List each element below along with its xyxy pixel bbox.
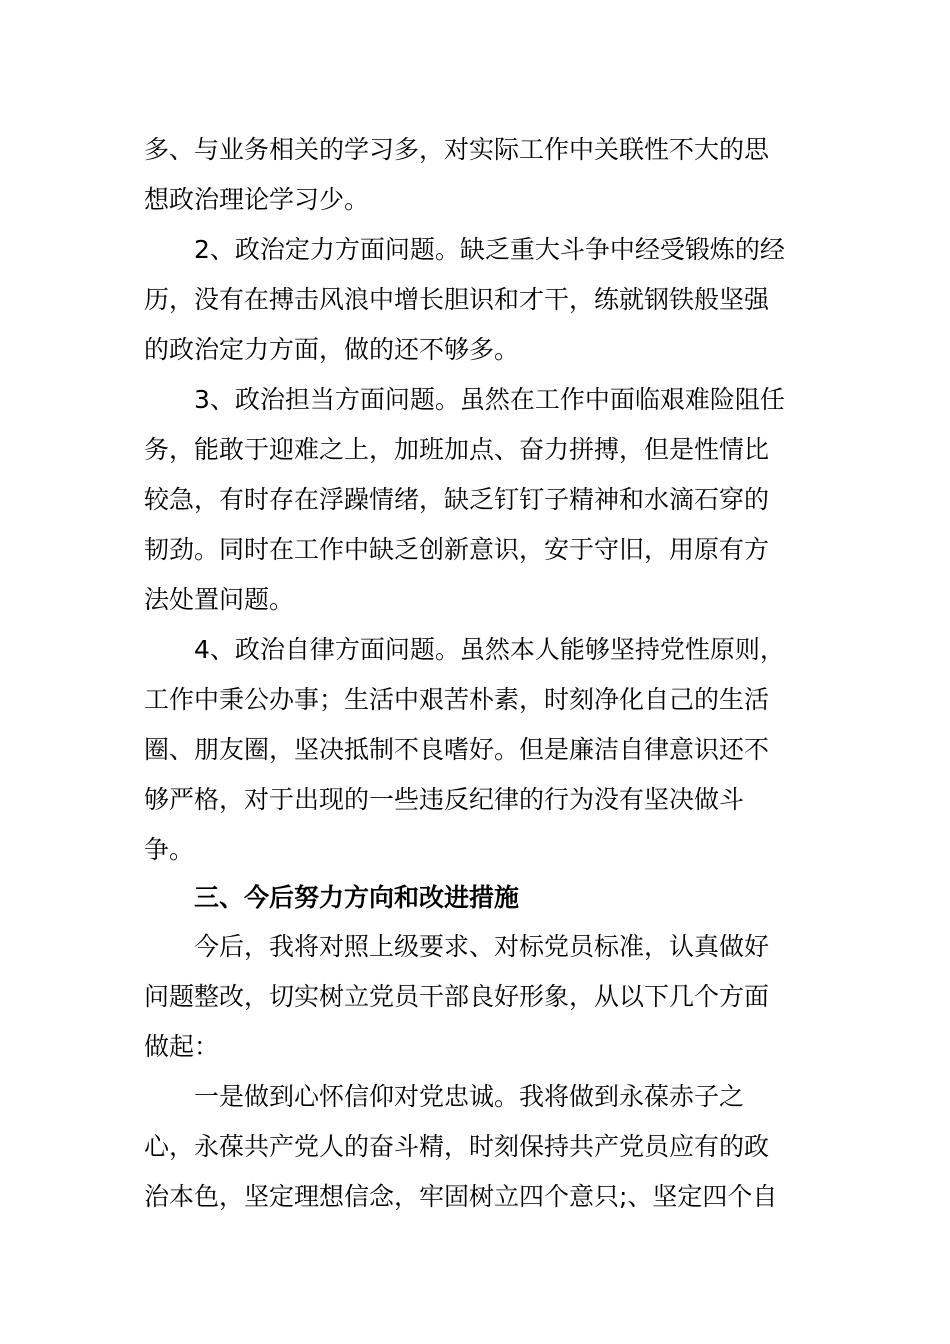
text-line: 韧劲。同时在工作中缺乏创新意识，安于守旧，用原有方 bbox=[144, 535, 770, 564]
text-line: 心，永葆共产党人的奋斗精，时刻保持共产党员应有的政 bbox=[144, 1132, 770, 1161]
text-line: 务，能敢于迎难之上，加班加点、奋力拼搏，但是性情比 bbox=[144, 435, 770, 464]
text-line: 较急，有时存在浮躁情绪，缺乏钉钉子精神和水滴石穿的 bbox=[144, 485, 770, 514]
paragraph-first-line: 今后，我将对照上级要求、对标党员标准，认真做好 bbox=[194, 932, 770, 961]
text-line: 圈、朋友圈，坚决抵制不良嗜好。但是廉洁自律意识还不 bbox=[144, 735, 770, 764]
text-line: 治本色，坚定理想信念，牢固树立四个意只;、坚定四个自 bbox=[144, 1182, 778, 1211]
text-line: 多、与业务相关的学习多，对实际工作中关联性不大的思 bbox=[144, 135, 770, 164]
paragraph-heading-line: 2、政治定力方面问题。缺乏重大斗争中经受锻炼的经 bbox=[194, 235, 785, 264]
text-line: 问题整改，切实树立党员干部良好形象，从以下几个方面 bbox=[144, 982, 770, 1011]
text-line: 历，没有在搏击风浪中增长胆识和才干，练就钢铁般坚强 bbox=[144, 285, 770, 314]
text-line: 法处置问题。 bbox=[144, 585, 295, 614]
text-line: 争。 bbox=[144, 835, 195, 864]
text-line: 想政治理论学习少。 bbox=[144, 185, 370, 214]
text-line: 做起： bbox=[144, 1032, 220, 1061]
text-line: 的政治定力方面，做的还不够多。 bbox=[144, 335, 520, 364]
paragraph-first-line: 一是做到心怀信仰对党忠诚。我将做到永葆赤子之 bbox=[194, 1082, 745, 1111]
section-heading: 三、今后努力方向和改进措施 bbox=[194, 883, 520, 912]
paragraph-heading-line: 4、政治自律方面问题。虽然本人能够坚持党性原则， bbox=[194, 635, 785, 664]
text-line: 够严格，对于出现的一些违反纪律的行为没有坚决做斗 bbox=[144, 785, 745, 814]
text-line: 工作中秉公办事；生活中艰苦朴素，时刻净化自己的生活 bbox=[144, 685, 770, 714]
paragraph-heading-line: 3、政治担当方面问题。虽然在工作中面临艰难险阻任 bbox=[194, 385, 785, 414]
